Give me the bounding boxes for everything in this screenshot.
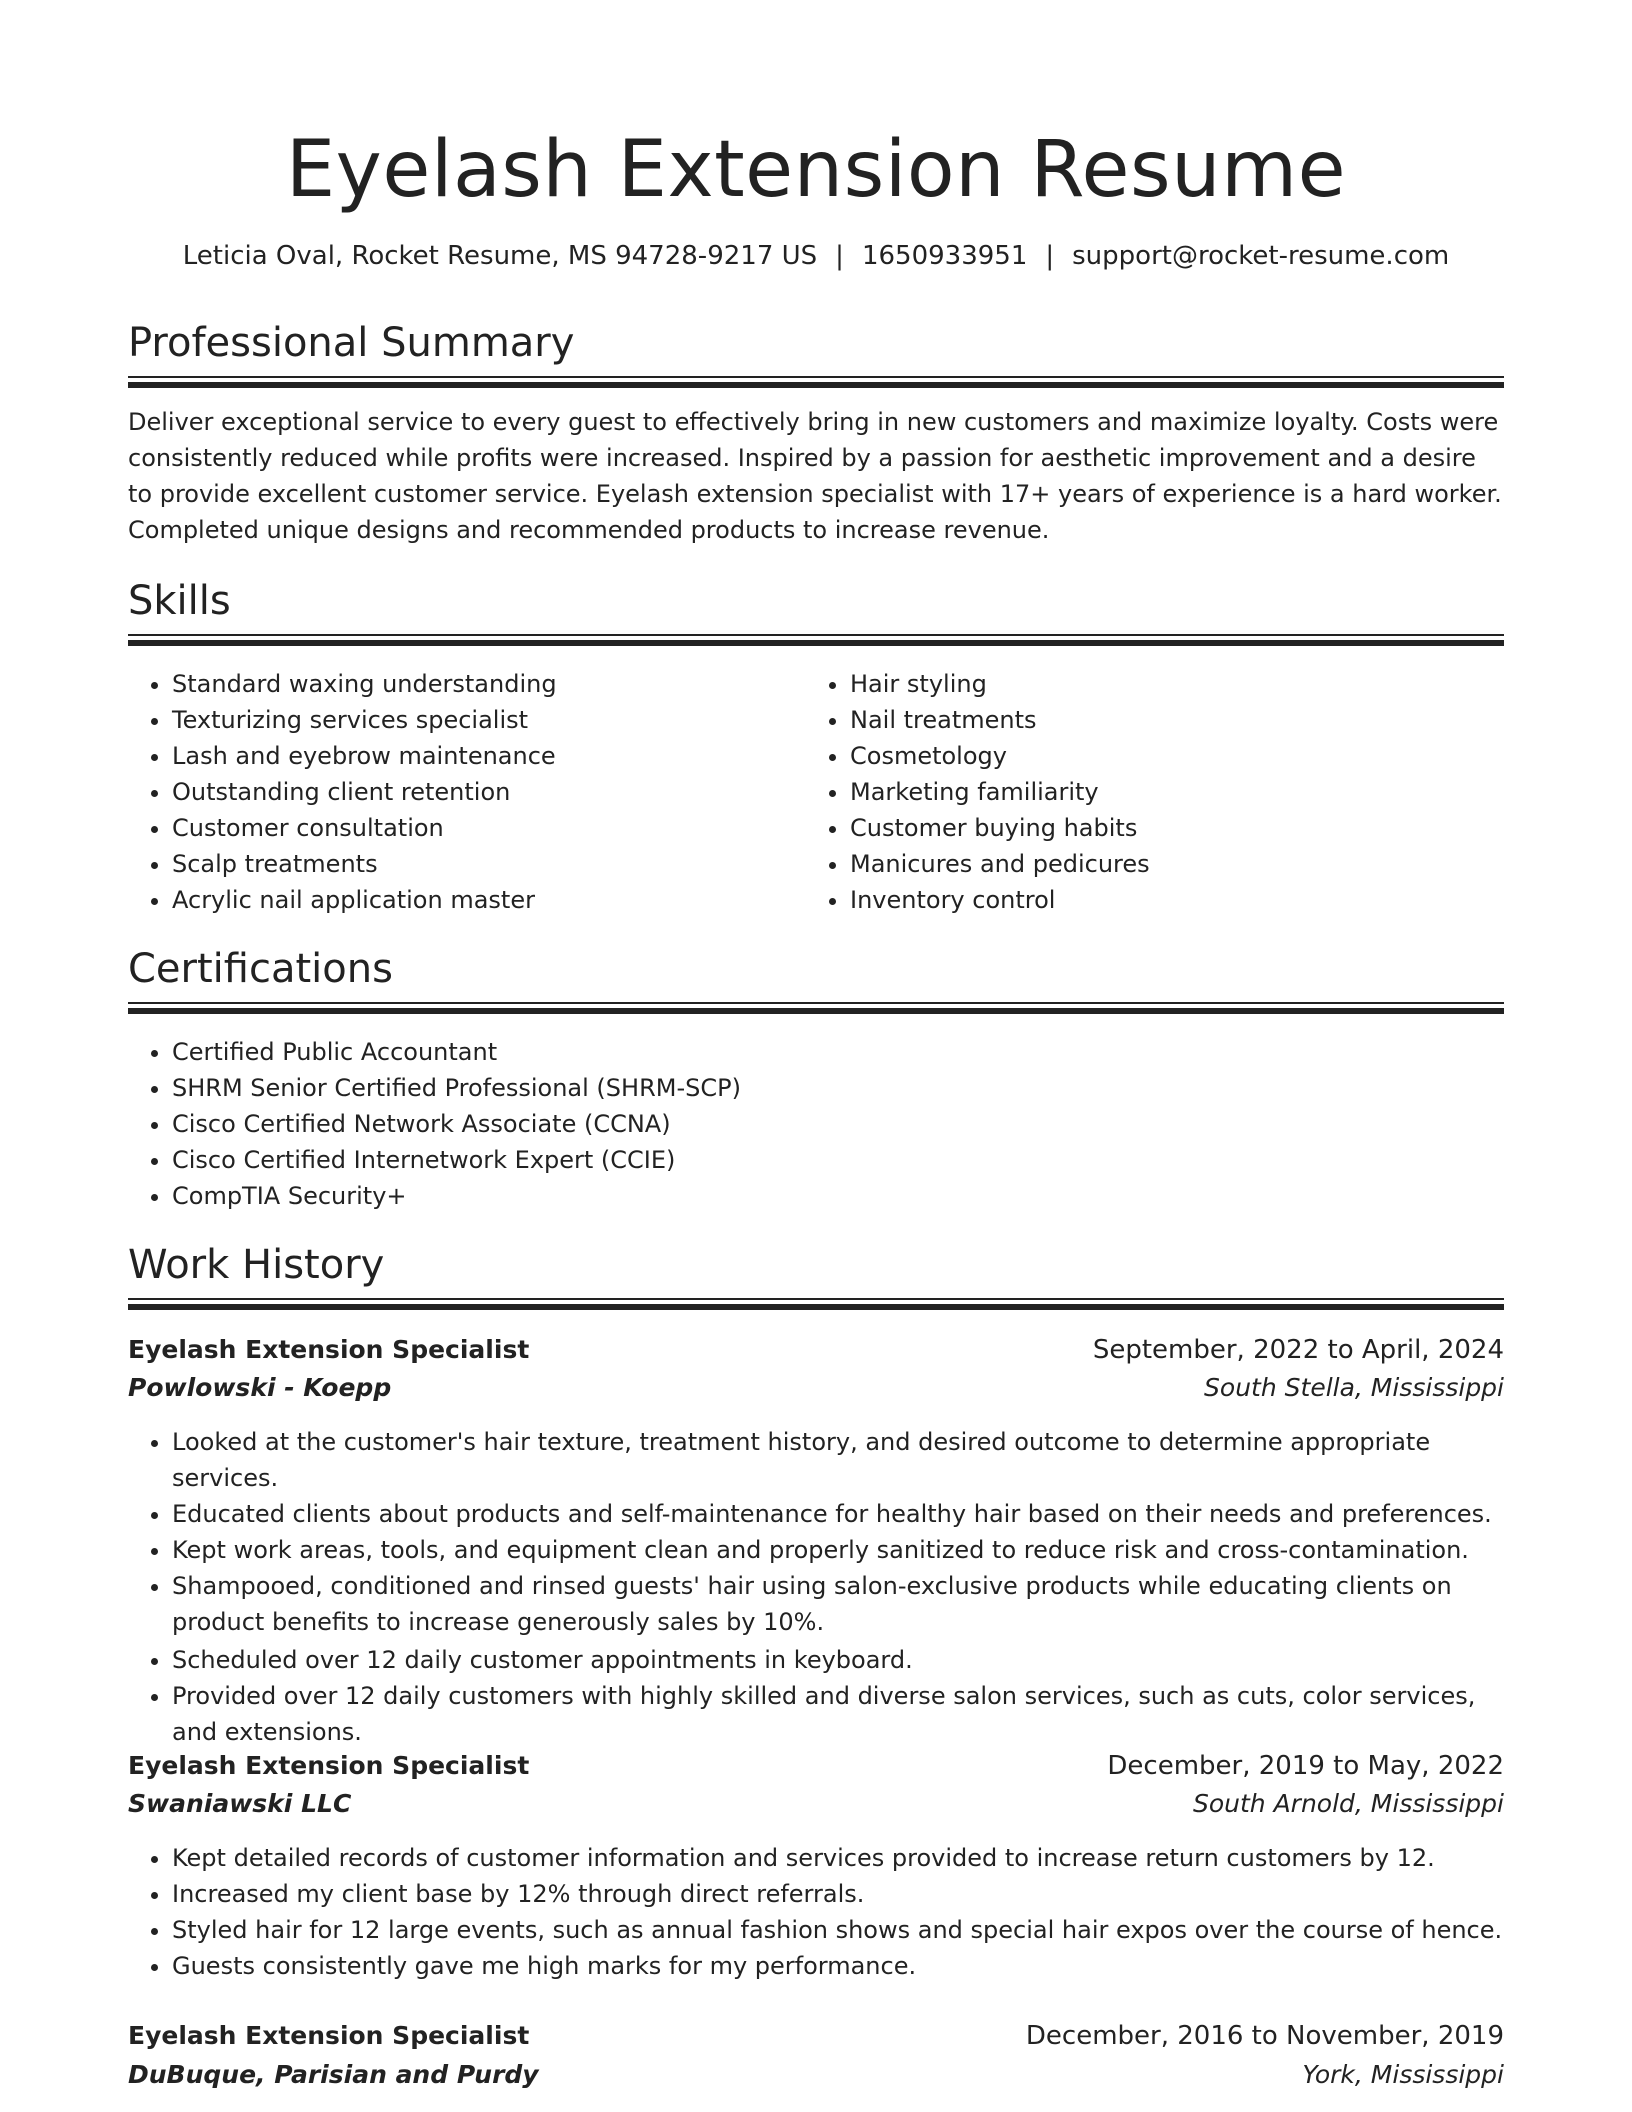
work-history-heading: Work History	[128, 1242, 385, 1288]
certification-item: • Cisco Certified Network Associate (CCNA)	[172, 1106, 1504, 1142]
job-bullet: • Styled hair for 12 large events, such as annual fashion shows and special hair expos over the course of hence.	[172, 1912, 1504, 1948]
contact-email: support@rocket-resume.com	[1072, 241, 1450, 271]
job-header	[128, 2017, 1504, 2055]
certification-item: • Cisco Certified Internetwork Expert (CCIE)	[172, 1142, 1504, 1178]
job-bullet: • Kept work areas, tools, and equipment clean and properly sanitized to reduce risk and cross-contamination.	[172, 1532, 1504, 1568]
job-dates: December, 2016 to November, 2019	[1025, 2021, 1504, 2051]
skills-list-left	[128, 666, 812, 918]
job-bullet: • Kept detailed records of customer information and services provided to increase return customers by 12.	[172, 1840, 1504, 1876]
job-title: Eyelash Extension Specialist	[128, 2021, 530, 2050]
skill-item: • Acrylic nail application master	[172, 882, 812, 918]
job-company: DuBuque, Parisian and Purdy	[128, 2060, 539, 2089]
contact-phone: 1650933951	[861, 241, 1028, 271]
job-header	[128, 1747, 1504, 1785]
skill-item: • Inventory control	[850, 882, 1490, 918]
job-company: Powlowski - Koepp	[128, 1373, 392, 1402]
job-location: York, Mississippi	[1302, 2060, 1504, 2089]
certification-item: • SHRM Senior Certified Professional (SHRM-SCP)	[172, 1070, 1504, 1106]
job-header	[128, 1331, 1504, 1369]
skill-item: • Manicures and pedicures	[850, 846, 1490, 882]
skill-item: • Outstanding client retention	[172, 774, 812, 810]
section-divider	[128, 376, 1504, 388]
section-divider	[128, 1298, 1504, 1310]
job-bullets	[128, 1840, 1504, 1984]
job-bullets	[128, 1424, 1504, 1750]
contact-address: Leticia Oval, Rocket Resume, MS 94728-9217 US	[182, 241, 818, 271]
certifications-list	[128, 1034, 1504, 1214]
skill-item: • Marketing familiarity	[850, 774, 1490, 810]
skill-item: • Texturizing services specialist	[172, 702, 812, 738]
job-company: Swaniawski LLC	[128, 1789, 352, 1818]
job-bullet: • Shampooed, conditioned and rinsed guests' hair using salon-exclusive products while educating clients on product benefits to increase generously sales by 10%.	[172, 1568, 1504, 1640]
skill-item: • Lash and eyebrow maintenance	[172, 738, 812, 774]
skill-item: • Standard waxing understanding	[172, 666, 812, 702]
contact-separator: |	[835, 241, 844, 271]
resume-title: Eyelash Extension Resume	[285, 125, 1347, 215]
job-title: Eyelash Extension Specialist	[128, 1335, 530, 1364]
job-bullet: • Provided over 12 daily customers with highly skilled and diverse salon services, such as cuts, color services, and extensions.	[172, 1678, 1504, 1750]
certification-item: • Certified Public Accountant	[172, 1034, 1504, 1070]
skill-item: • Customer consultation	[172, 810, 812, 846]
job-location: South Stella, Mississippi	[1204, 1373, 1504, 1402]
job-location: South Arnold, Mississippi	[1192, 1789, 1504, 1818]
summary-text: Deliver exceptional service to every guest to effectively bring in new customers and maximize loyalty. Costs were consistently reduced while profits were increased. Inspired by a passion for aesthetic improvement and a desire to provide excellent customer service. Eyelash extension specialist with 17+ years of experience is a hard worker. Completed unique designs and recommended products to increase revenue.	[128, 408, 1502, 544]
skill-item: • Scalp treatments	[172, 846, 812, 882]
job-employer-row	[128, 1785, 1504, 1823]
job-bullet: • Educated clients about products and self-maintenance for healthy hair based on their needs and preferences.	[172, 1496, 1504, 1532]
job-employer-row	[128, 1369, 1504, 1407]
job-employer-row	[128, 2056, 1504, 2094]
contact-line	[128, 236, 1504, 276]
job-dates: December, 2019 to May, 2022	[1107, 1751, 1504, 1781]
skill-item: • Nail treatments	[850, 702, 1490, 738]
job-bullet: • Increased my client base by 12% through direct referrals.	[172, 1876, 1504, 1912]
section-divider	[128, 634, 1504, 646]
summary-heading: Professional Summary	[128, 320, 575, 366]
certification-item: • CompTIA Security+	[172, 1178, 1504, 1214]
job-title: Eyelash Extension Specialist	[128, 1751, 530, 1780]
certifications-heading: Certifications	[128, 946, 393, 992]
skills-list-right	[806, 666, 1490, 918]
job-bullet: • Guests consistently gave me high marks for my performance.	[172, 1948, 1504, 1984]
job-bullet: • Looked at the customer's hair texture, treatment history, and desired outcome to determine appropriate services.	[172, 1424, 1504, 1496]
section-divider	[128, 1002, 1504, 1014]
skill-item: • Customer buying habits	[850, 810, 1490, 846]
job-bullet: • Scheduled over 12 daily customer appointments in keyboard.	[172, 1642, 1504, 1678]
skills-heading: Skills	[128, 578, 231, 624]
skill-item: • Hair styling	[850, 666, 1490, 702]
contact-separator: |	[1045, 241, 1055, 271]
skill-item: • Cosmetology	[850, 738, 1490, 774]
job-dates: September, 2022 to April, 2024	[1092, 1335, 1504, 1365]
